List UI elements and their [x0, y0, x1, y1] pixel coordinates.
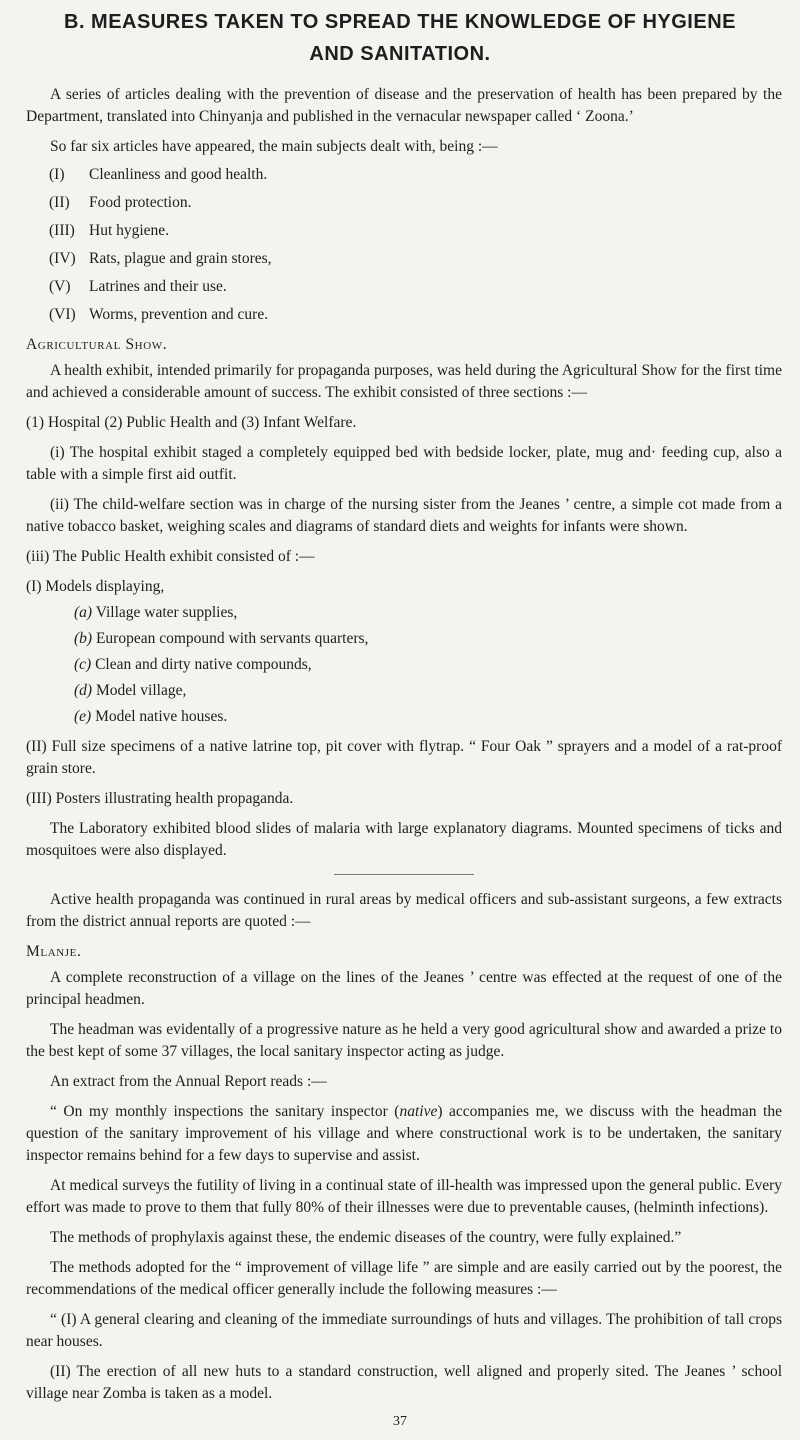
models-list: [26, 602, 782, 728]
list-label: (c): [74, 656, 92, 673]
list-number: (I): [49, 166, 65, 183]
quote-paragraph-3: The methods of prophylaxis against these, the endemic diseases of the country, were fully explained.”: [50, 1229, 682, 1246]
list-number: (IV): [49, 250, 76, 267]
articles-intro: So far six articles have appeared, the main subjects dealt with, being :—: [50, 138, 498, 155]
quote-emphasis: native: [399, 1103, 438, 1120]
list-text: Model village,: [95, 682, 187, 699]
list-label: (b): [74, 630, 93, 647]
list-item: [26, 680, 782, 702]
list-item: [26, 164, 782, 186]
extract-intro: An extract from the Annual Report reads :—: [50, 1073, 327, 1090]
list-label: (a): [74, 604, 93, 621]
list-item: [26, 654, 782, 676]
quote-text: ) accompanies me, we discuss with the headman the question of the sanitary improvement of his village and where constructional work is to be undertaken, the sanitary inspector remains behind for a few days to supervise and assist.: [26, 1103, 782, 1164]
list-item: [26, 304, 782, 326]
models-heading: (I) Models displaying,: [26, 578, 165, 595]
list-text: Cleanliness and good health.: [89, 166, 268, 183]
list-text: Latrines and their use.: [89, 278, 227, 295]
list-text: Model native houses.: [95, 708, 228, 725]
list-number: (III): [49, 222, 75, 239]
intro-paragraph: A series of articles dealing with the prevention of disease and the preservation of health has been prepared by the Department, translated into Chinyanja and published in the vernacular newspaper called ‘ Zoona.’: [26, 86, 782, 125]
list-item: [26, 220, 782, 242]
list-text: Hut hygiene.: [89, 222, 170, 239]
posters-line: (III) Posters illustrating health propaganda.: [26, 790, 294, 807]
list-text: Village water supplies,: [95, 604, 238, 621]
methods-paragraph: The methods adopted for the “ improvement of village life ” are simple and are easily carried out by the poorest, the recommendations of the medical officer generally include the following measures :—: [26, 1259, 782, 1298]
quote-text: “ On my monthly inspections the sanitary inspector (: [50, 1103, 400, 1120]
list-label: (d): [74, 682, 93, 699]
section-divider: [334, 874, 474, 875]
list-item: [26, 276, 782, 298]
public-health-intro: (iii) The Public Health exhibit consisted of :—: [26, 548, 315, 565]
articles-list: [26, 164, 782, 326]
page-title-line-1: B. MEASURES TAKEN TO SPREAD THE KNOWLEDGE OF HYGIENE: [64, 11, 736, 33]
laboratory-paragraph: The Laboratory exhibited blood slides of malaria with large explanatory diagrams. Mounted specimens of ticks and mosquitoes were also displayed.: [26, 820, 782, 859]
list-item: [26, 706, 782, 728]
list-item: [26, 192, 782, 214]
list-number: (V): [49, 278, 71, 295]
measure-1: “ (I) A general clearing and cleaning of the immediate surroundings of huts and villages. The prohibition of tall crops near houses.: [26, 1311, 782, 1350]
child-welfare-paragraph: (ii) The child-welfare section was in charge of the nursing sister from the Jeanes ’ centre, a simple cot made from a native tobacco basket, weighing scales and diagrams of standard diets and weights for infants were shown.: [26, 496, 782, 535]
list-item: [26, 248, 782, 270]
list-text: Clean and dirty native compounds,: [95, 656, 312, 673]
quote-paragraph-1: [26, 1101, 782, 1167]
list-label: (e): [74, 708, 92, 725]
section-heading-mlanje: Mlanje.: [26, 943, 82, 960]
agricultural-paragraph: A health exhibit, intended primarily for propaganda purposes, was held during the Agricultural Show for the first time and achieved a considerable amount of success. The exhibit consisted of three sections :—: [26, 362, 782, 401]
measure-2: (II) The erection of all new huts to a standard construction, well aligned and properly sited. The Jeanes ’ school village near Zomba is taken as a model.: [26, 1363, 782, 1402]
mlanje-paragraph-1: A complete reconstruction of a village on the lines of the Jeanes ’ centre was effected at the request of one of the principal headmen.: [26, 969, 782, 1008]
quote-paragraph-2: At medical surveys the futility of living in a continual state of ill-health was impressed upon the general public. Every effort was made to prove to them that fully 80% of their illnesses were due to preventable causes, (helminth infections).: [26, 1177, 782, 1216]
sections-line: (1) Hospital (2) Public Health and (3) Infant Welfare.: [26, 414, 357, 431]
page-number: 37: [393, 1414, 407, 1429]
mlanje-paragraph-2: The headman was evidentally of a progressive nature as he held a very good agricultural show and awarded a prize to the best kept of some 37 villages, the local sanitary inspector acting as judge.: [26, 1021, 782, 1060]
page-title-line-2: AND SANITATION.: [309, 43, 491, 65]
document-body: [26, 84, 782, 1405]
full-size-specimens-paragraph: (II) Full size specimens of a native latrine top, pit cover with flytrap. “ Four Oak ” sprayers and a model of a rat-proof grain store.: [26, 738, 782, 777]
list-text: European compound with servants quarters,: [95, 630, 369, 647]
list-text: Worms, prevention and cure.: [89, 306, 269, 323]
list-number: (VI): [49, 306, 76, 323]
list-item: [26, 628, 782, 650]
list-number: (II): [49, 194, 70, 211]
list-item: [26, 602, 782, 624]
active-propaganda-paragraph: Active health propaganda was continued in rural areas by medical officers and sub-assistant surgeons, a few extracts from the district annual reports are quoted :—: [26, 891, 782, 930]
list-text: Rats, plague and grain stores,: [89, 250, 272, 267]
list-text: Food protection.: [89, 194, 192, 211]
hospital-paragraph: (i) The hospital exhibit staged a completely equipped bed with bedside locker, plate, mug and· feeding cup, also a table with a simple first aid outfit.: [26, 444, 782, 483]
section-heading-agricultural-show: Agricultural Show.: [26, 336, 168, 353]
